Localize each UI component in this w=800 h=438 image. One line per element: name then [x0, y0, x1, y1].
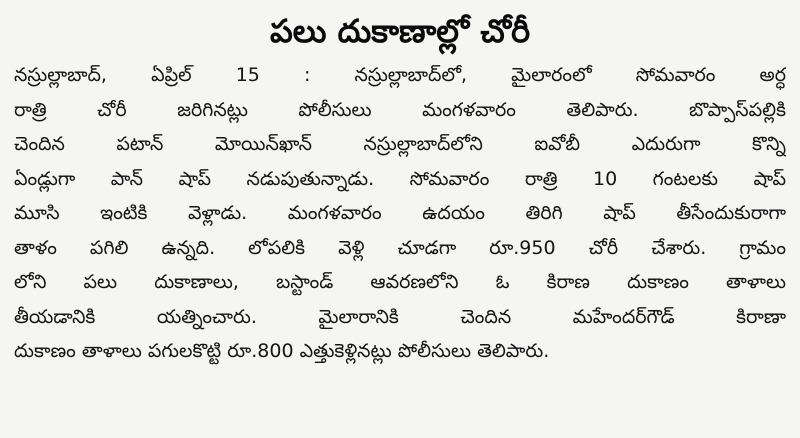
body-line: ఏండ్లుగా పాన్ షాప్ నడుపుతున్నాడు. సోమవారం రాత్రి 10 గంటలకు షాప్ — [14, 167, 786, 190]
body-line: లోని పలు దుకాణాలు, బస్టాండ్ ఆవరణలోని ఓ కిరాణ దుకాణం తాళాలు — [14, 271, 786, 293]
article-body — [14, 58, 786, 369]
body-line: మూసి ఇంటికి వెళ్లాడు. మంగళవారం ఉదయం తిరిగి షాప్ తీసేందుకురాగా — [14, 202, 786, 224]
body-line: నస్రుల్లాబాద్, ఏప్రిల్ 15 : నస్రుల్లాబాద్‌లో, మైలారంలో సోమవారం అర్ధ — [14, 64, 786, 86]
body-line: దుకాణం తాళాలు పగులకొట్టి రూ.800 ఎత్తుకెళ్లినట్లు పోలీసులు తెలిపారు. — [14, 340, 550, 362]
body-line: రాత్రి చోరీ జరిగినట్లు పోలీసులు మంగళవారం తెలిపారు. బొప్పాస్‌పల్లికి — [14, 98, 786, 121]
headline: పలు దుకాణాల్లో చోరీ — [269, 12, 531, 50]
body-line: తాళం పగిలి ఉన్నది. లోపలికి వెళ్లి చూడగా రూ.950 చోరీ చేశారు. గ్రామం — [14, 236, 786, 259]
body-line: చెందిన పటాన్ మోయిన్‌ఖాన్ నస్రుల్లాబాద్‌లోని ఐవోబీ ఎదురుగా కొన్ని — [14, 133, 786, 155]
body-line: తీయడానికి యత్నించారు. మైలారానికి చెందిన మహేందర్‌గౌడ్ కిరాణా — [14, 305, 786, 328]
